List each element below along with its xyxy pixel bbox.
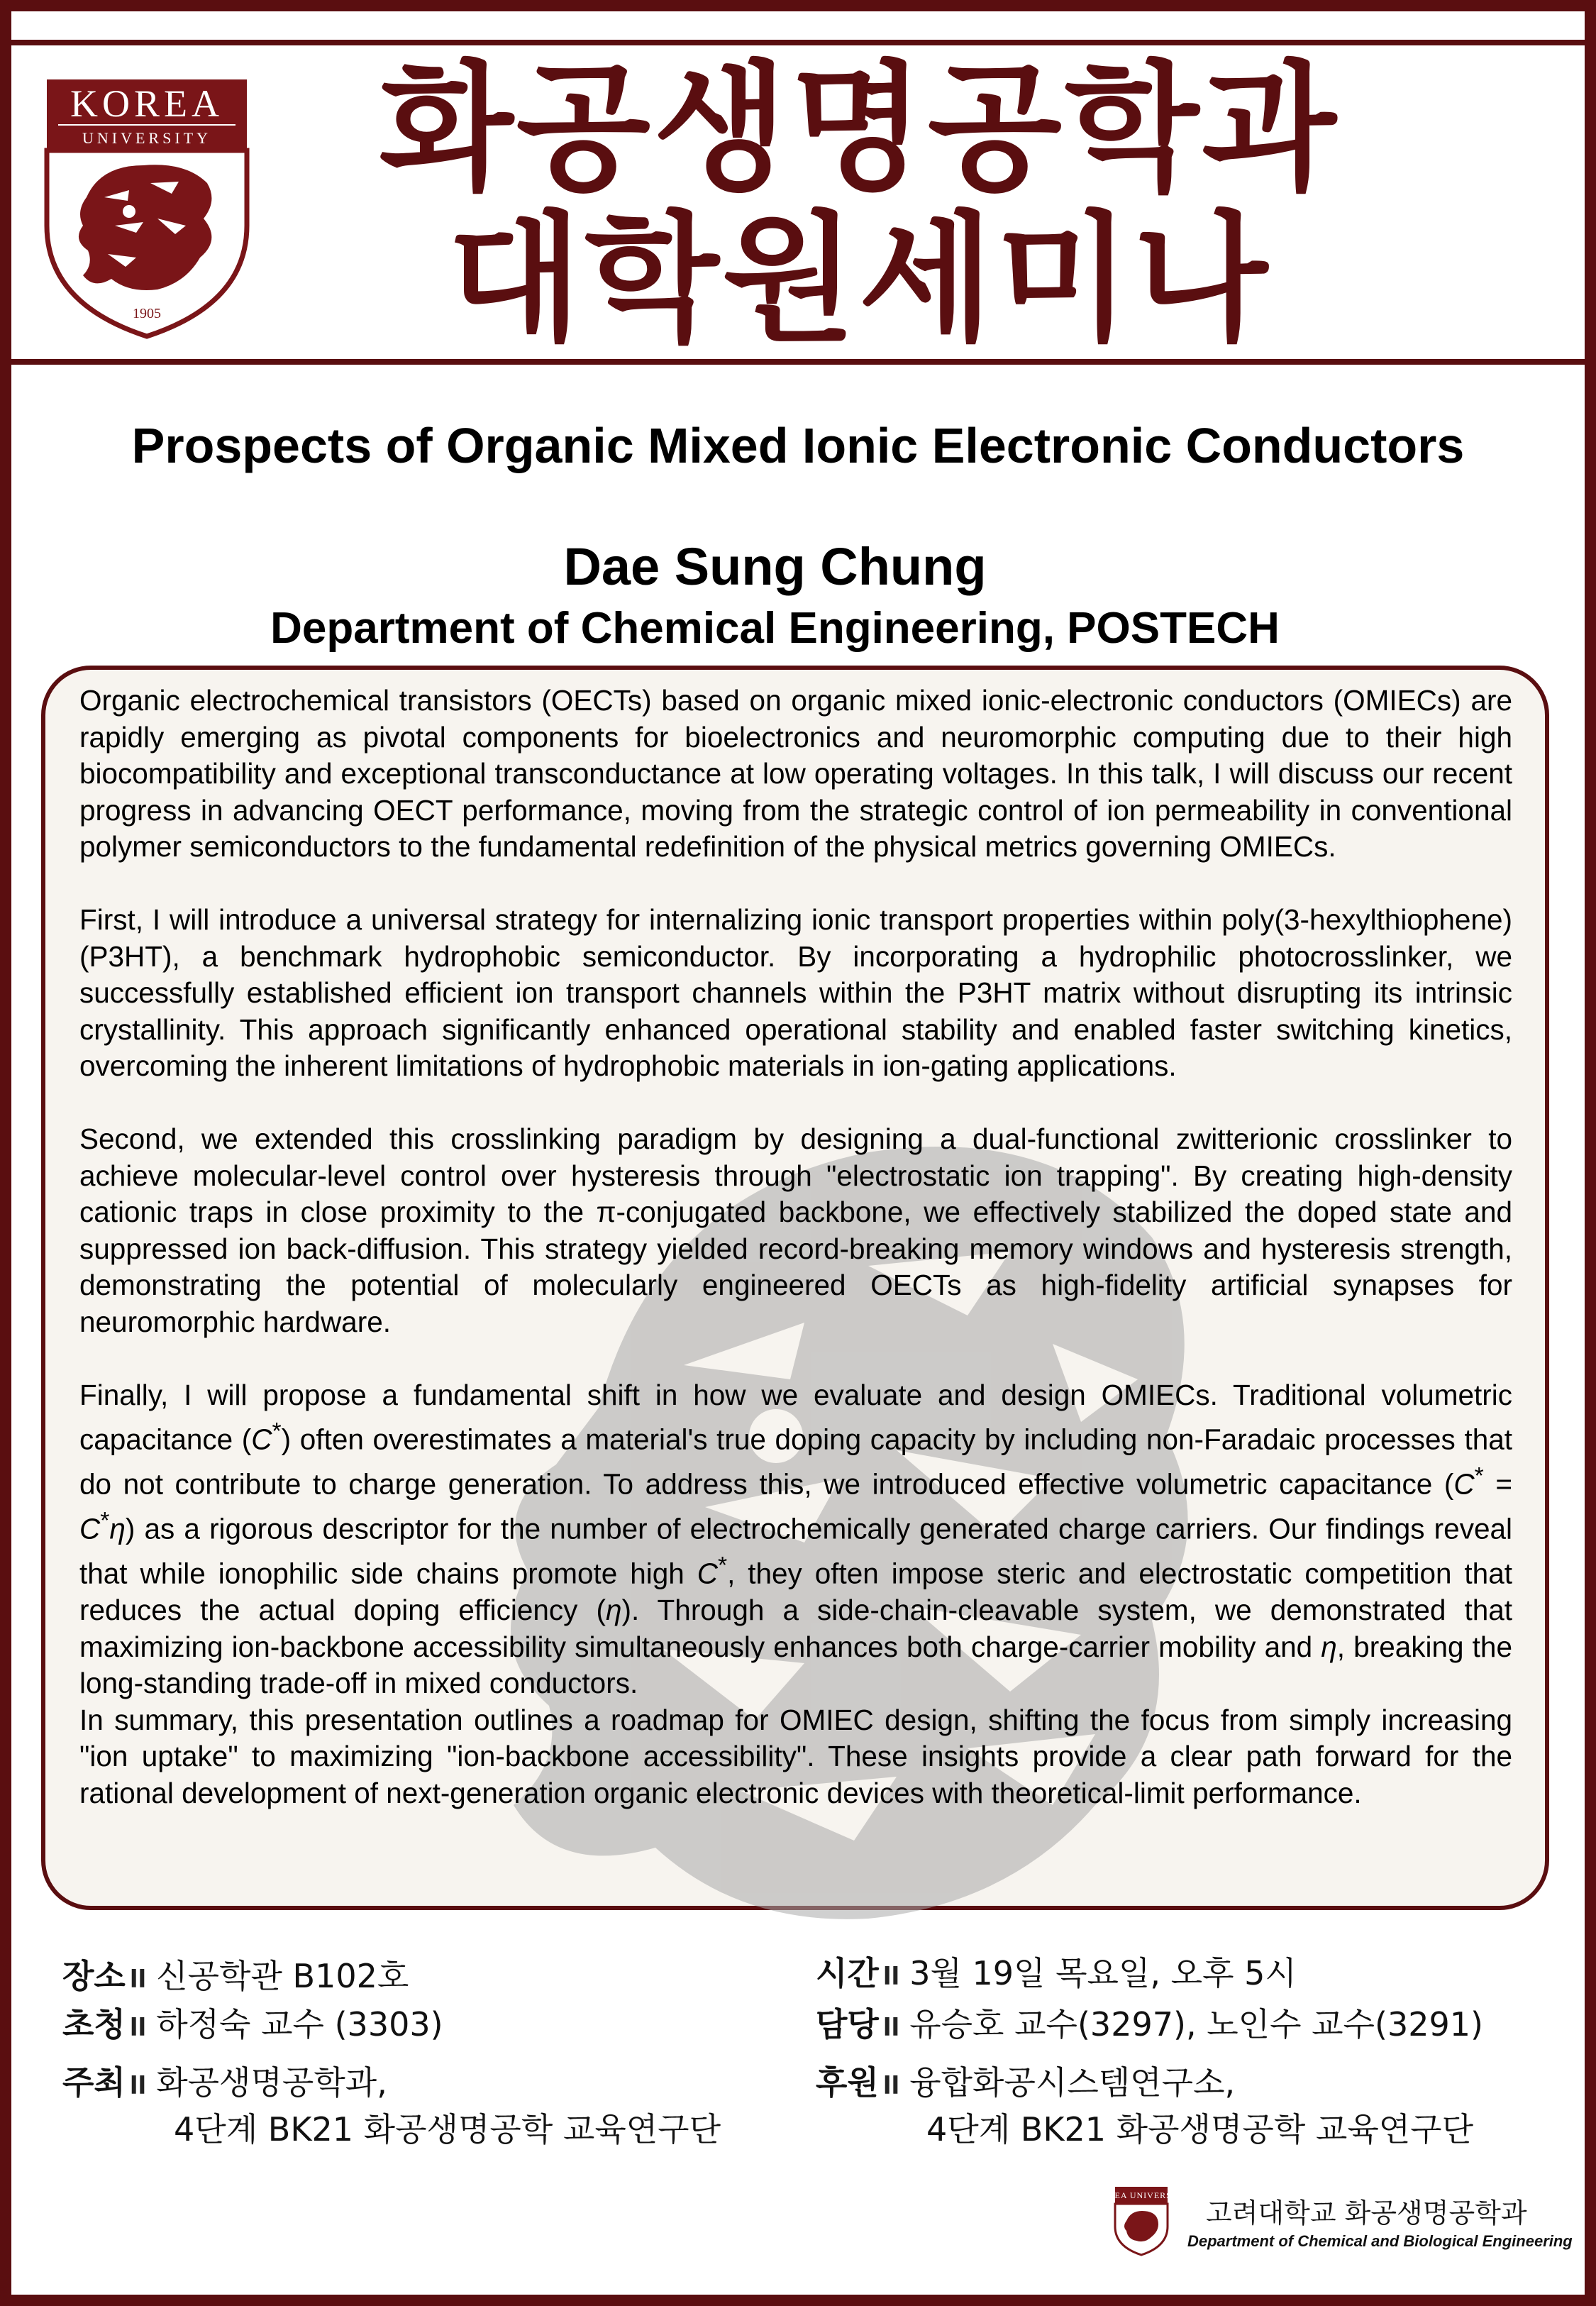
separator-icon: ll — [882, 2072, 900, 2100]
info-host — [62, 2005, 443, 2043]
venue-value: 신공학관 B102호 — [156, 1957, 409, 1995]
talk-title: Prospects of Organic Mixed Ionic Electronic Conductors — [131, 418, 1465, 473]
separator-icon: ll — [882, 1963, 900, 1991]
header — [11, 45, 1585, 365]
info-organizer — [62, 2063, 387, 2102]
time-value: 3월 19일 목요일, 오후 5시 — [909, 1954, 1297, 1992]
abstract-box — [41, 666, 1549, 1910]
host-value: 하정숙 교수 (3303) — [156, 2005, 443, 2043]
svg-text:1905: 1905 — [133, 306, 161, 321]
footer-university-logo — [1095, 2185, 1188, 2256]
korea-university-logo — [44, 77, 250, 339]
sponsor-label: 후원 — [816, 2063, 879, 2102]
sponsor-line2: 4단계 BK21 화공생명공학 교육연구단 — [926, 2110, 1474, 2148]
host-label: 초청 — [62, 2005, 126, 2043]
separator-icon: ll — [129, 1965, 147, 1994]
separator-icon: ll — [129, 2014, 147, 2042]
abstract-paragraph-4: Finally, I will propose a fundamental shift in how we evaluate and design OMIECs. Traditional volumetric capacitance (C*) often overestimates a material's true doping capacity by including non-Faradaic processes that do not contribute to charge generation. To address this, we introduced effective volumetric capacitance (C* = C*η) as a rigorous descriptor for the number of electrochemically generated charge carriers. Our findings reveal that while ionophilic side chains promote high C*, they often impose steric and electrostatic competition that reduces the actual doping efficiency (η). Through a side-chain-cleavable system, we demonstrated that maximizing ion-backbone accessibility simultaneously enhances both charge-carrier mobility and η, breaking the long-standing trade-off in mixed conductors. — [79, 1378, 1513, 1699]
time-label: 시간 — [816, 1954, 879, 1992]
svg-text:UNIVERSITY: UNIVERSITY — [82, 129, 211, 147]
organizer-label: 주최 — [62, 2063, 126, 2102]
contact-value: 유승호 교수(3297), 노인수 교수(3291) — [909, 2005, 1483, 2043]
abstract-paragraph-2: First, I will introduce a universal strategy for internalizing ionic transport properties within poly(3-hexylthiophene) (P3HT), a benchmark hydrophobic semiconductor. By incorporating a hydrophilic photocrosslinker, we successfully established efficient ion transport channels within the P3HT matrix without disrupting its intrinsic crystallinity. This approach significantly enhanced operational stability and enabled faster switching kinetics, overcoming the inherent limitations of hydrophobic materials in ion-gating applications. — [79, 903, 1512, 1082]
abstract-paragraph-5: In summary, this presentation outlines a roadmap for OMIEC design, shifting the focus from simply increasing "ion uptake" to maximizing "ion-backbone accessibility". These insights provide a clear path forward for the rational development of next-generation organic electronic devices with theoretical-limit performance. — [79, 1703, 1512, 1809]
svg-text:KOREA: KOREA — [70, 82, 223, 125]
sponsor-line1: 융합화공시스템연구소, — [909, 2063, 1236, 2102]
info-venue — [62, 1957, 409, 1995]
abstract-paragraph-1: Organic electrochemical transistors (OECTs) based on organic mixed ionic-electronic conductors (OMIECs) are rapidly emerging as pivotal components for bioelectronics and neuromorphic computing due to their high biocompatibility and exceptional transconductance at low operating voltages. In this talk, I will discuss our recent progress in advancing OECT performance, moving from the strategic control of ion permeability in conventional polymer semiconductors to the fundamental redefinition of the physical metrics governing OMIECs. — [79, 684, 1512, 863]
abstract-paragraph-3: Second, we extended this crosslinking paradigm by designing a dual-functional zwitterionic crosslinker to achieve molecular-level control over hysteresis through "electrostatic ion trapping". By creating high-density cationic traps in close proximity to the π-conjugated backbone, we effectively stabilized the doped state and suppressed ion back-diffusion. This strategy yielded record-breaking memory windows and hysteresis strength, demonstrating the potential of molecularly engineered OECTs as high-fidelity artificial synapses for neuromorphic hardware. — [79, 1122, 1512, 1338]
venue-label: 장소 — [62, 1957, 126, 1995]
svg-text:KOREA UNIVERSITY: KOREA UNIVERSITY — [1095, 2190, 1188, 2200]
contact-label: 담당 — [816, 2005, 879, 2043]
footer-department-kr: 고려대학교 화공생명공학과 — [1206, 2197, 1527, 2229]
info-time — [816, 1954, 1297, 1992]
header-title-line1: 화공생명공학과 — [379, 48, 1339, 210]
separator-icon: ll — [882, 2014, 900, 2042]
organizer-line2: 4단계 BK21 화공생명공학 교육연구단 — [174, 2110, 721, 2148]
speaker-name: Dae Sung Chung — [563, 537, 987, 596]
organizer-line1: 화공생명공학과, — [156, 2063, 387, 2102]
footer-department-en: Department of Chemical and Biological Engineering — [1187, 2232, 1573, 2250]
separator-icon: ll — [129, 2072, 147, 2100]
header-title-line2: 대학원세미나 — [447, 199, 1271, 360]
abstract-text — [79, 683, 1512, 1811]
info-contact — [816, 2005, 1483, 2043]
speaker-affiliation: Department of Chemical Engineering, POSTECH — [270, 604, 1280, 653]
info-sponsor — [816, 2063, 1236, 2102]
top-band — [0, 0, 1596, 45]
